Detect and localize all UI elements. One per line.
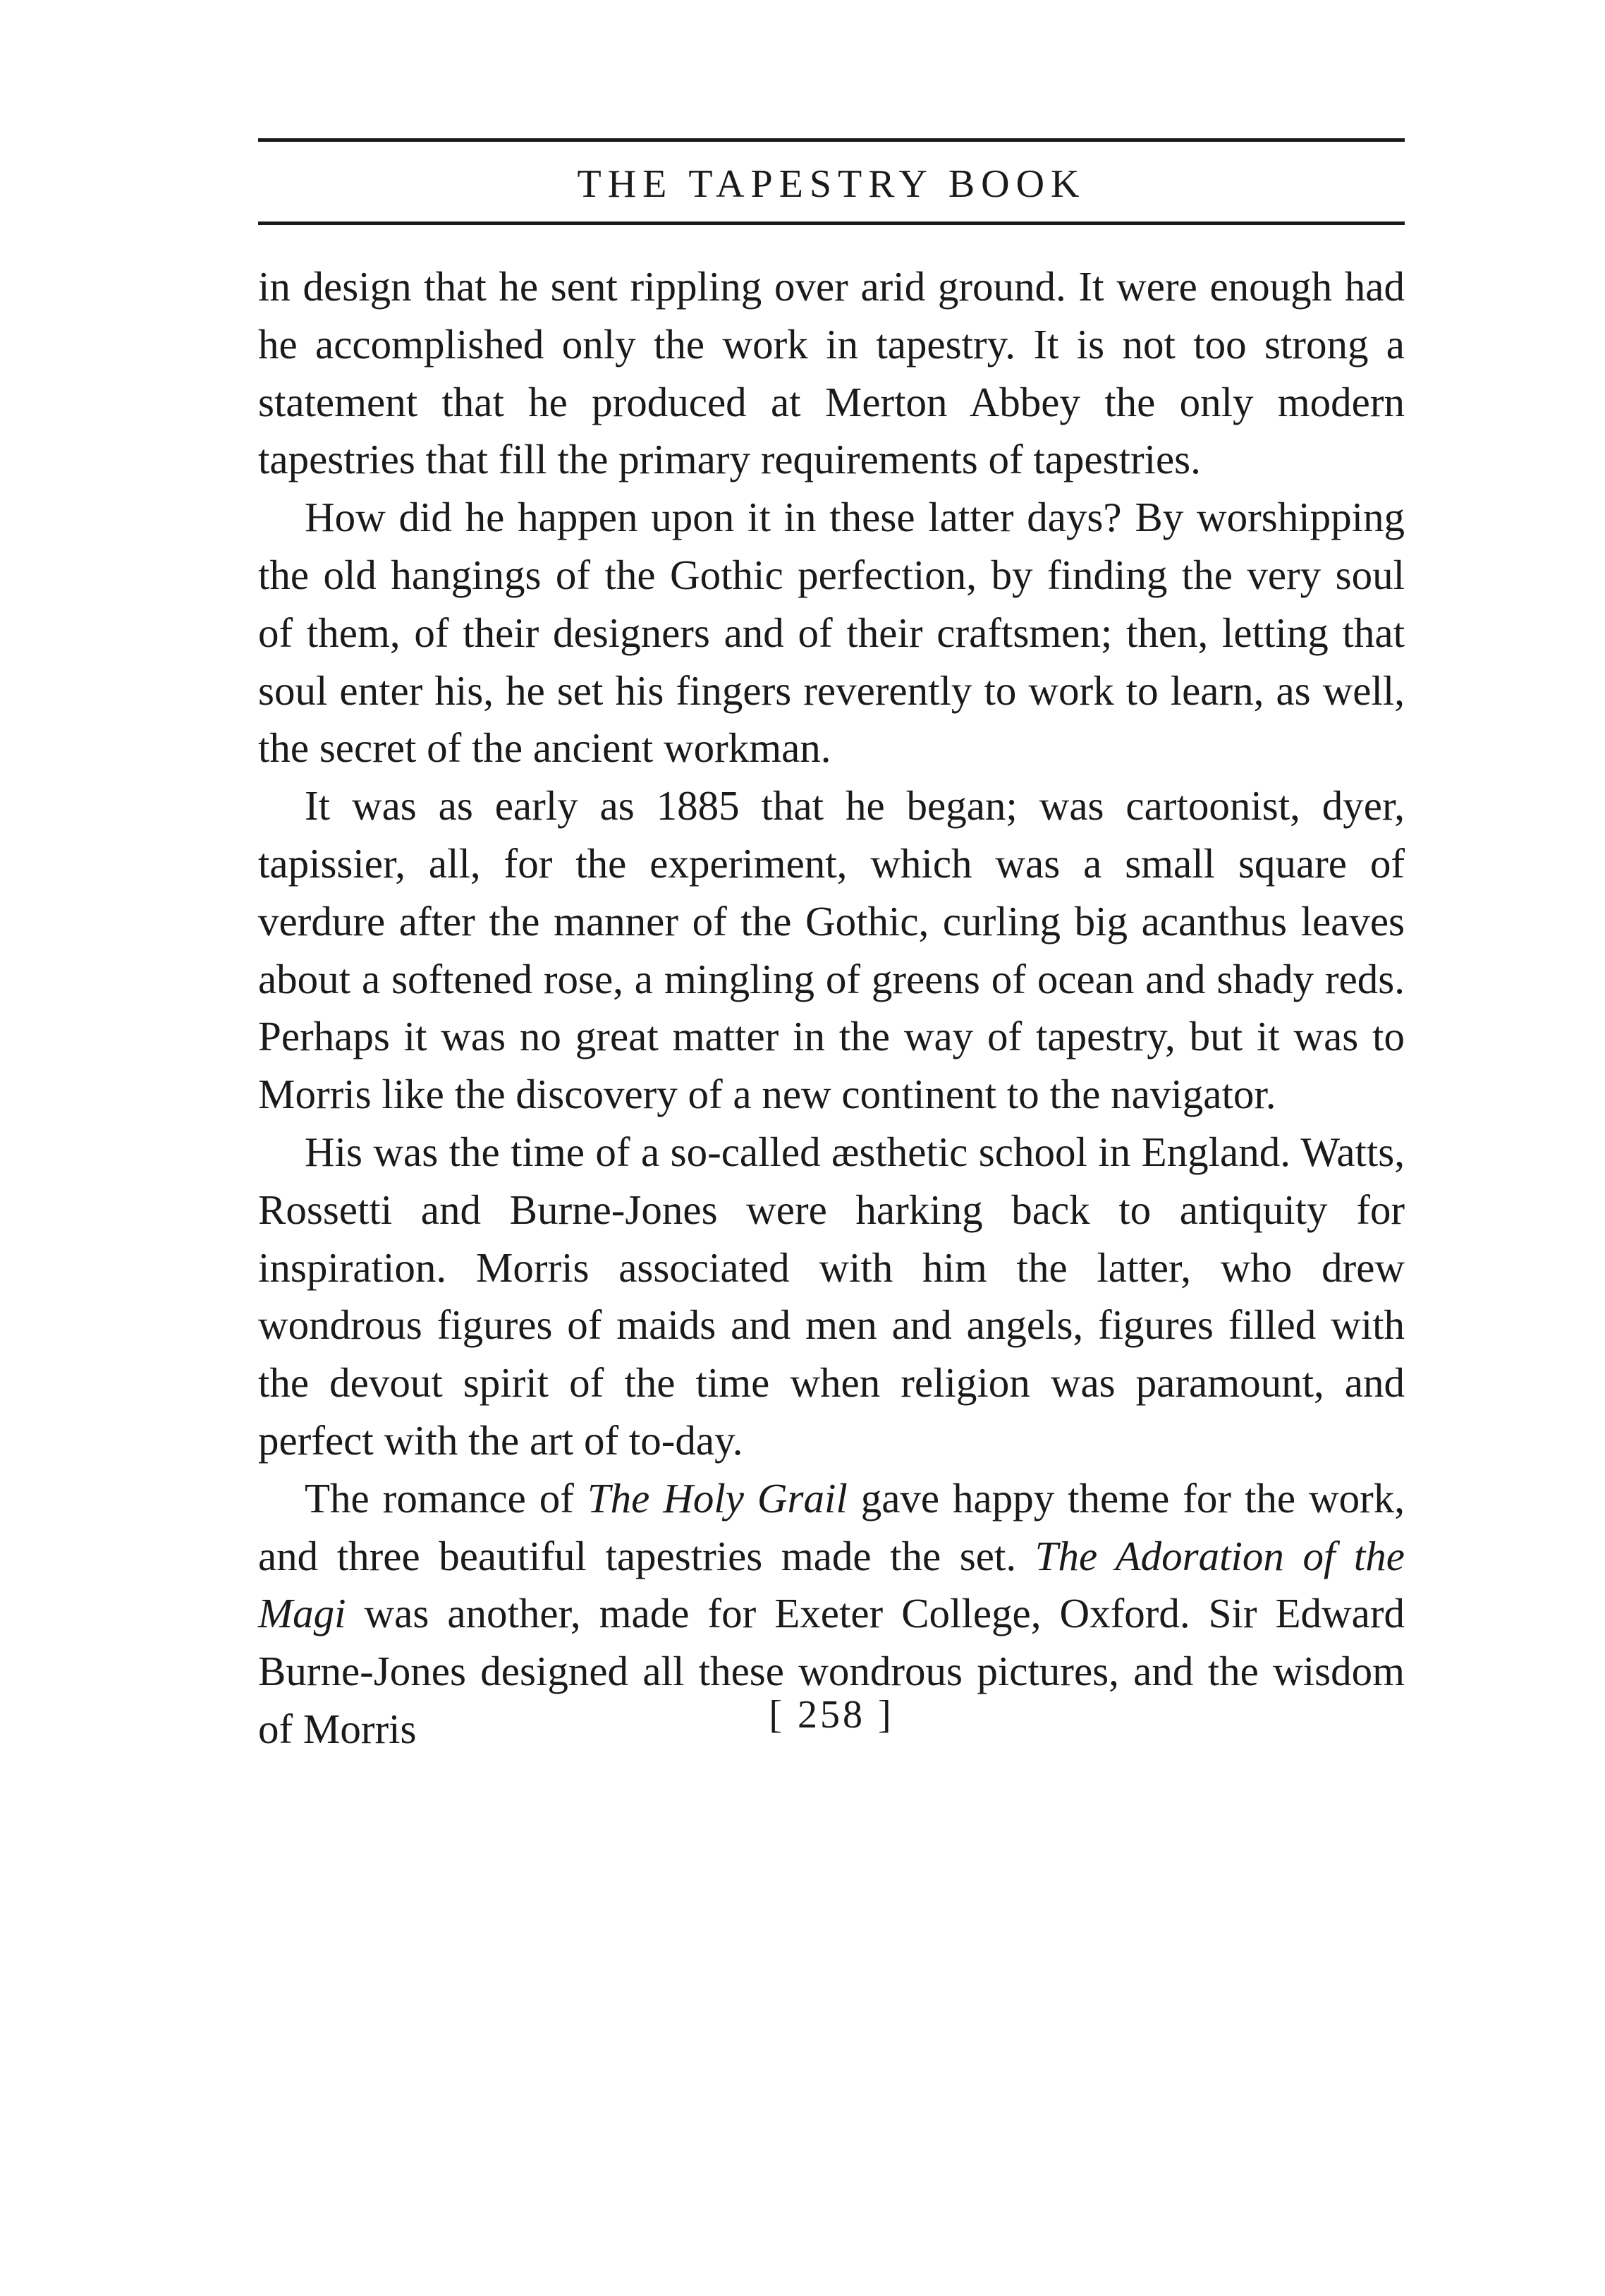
- paragraph-5-text-b: gave happy theme for the work, and three beautiful tapestries made the set.: [258, 1474, 1405, 1579]
- paragraph-5-text-c: was another, made for Exeter College, Oxford. Sir Edward Burne-Jones designed all these wondrous pictures, and the wisdom of Morris: [258, 1590, 1405, 1752]
- paragraph-5-text-a: The romance of: [305, 1474, 587, 1521]
- paragraph-3: It was as early as 1885 that he began; was cartoonist, dyer, tapissier, all, for the experiment, which was a small square of verdure after the manner of the Gothic, curling big acanthus leaves about a softened rose, a mingling of greens of ocean and shady reds. Perhaps it was no great matter in the way of tapestry, but it was to Morris like the discovery of a new continent to the navigator.: [258, 782, 1405, 1118]
- header-rule-top: [258, 138, 1405, 142]
- paragraph-4: His was the time of a so-called æsthetic school in England. Watts, Rossetti and Burne-Jones were harking back to antiquity for inspiration. Morris associated with him the latter, who drew wondrous figures of maids and men and angels, figures filled with the devout spirit of the time when religion was paramount, and perfect with the art of to-day.: [258, 1128, 1405, 1464]
- paragraph-2: How did he happen upon it in these latter days? By worshipping the old hangings of the Gothic perfection, by finding the very soul of them, of their designers and of their craftsmen; then, letting that soul enter his, he set his fingers reverently to work to learn, as well, the secret of the ancient workman.: [258, 494, 1405, 772]
- header-rule-bottom: [258, 221, 1405, 225]
- running-head: THE TAPESTRY BOOK: [577, 162, 1086, 206]
- body-text: [258, 258, 1405, 1759]
- paragraph-1: in design that he sent rippling over arid ground. It were enough had he accomplished only the work in tapestry. It is not too strong a statement that he produced at Merton Abbey the only modern tapestries that fill the primary requirements of tapestries.: [258, 263, 1405, 483]
- page-number: [ 258 ]: [769, 1693, 894, 1737]
- work-title-adoration-magi: The Adoration of the Magi: [258, 1532, 1405, 1637]
- work-title-holy-grail: The Holy Grail: [587, 1474, 848, 1521]
- book-page: [258, 138, 1405, 2113]
